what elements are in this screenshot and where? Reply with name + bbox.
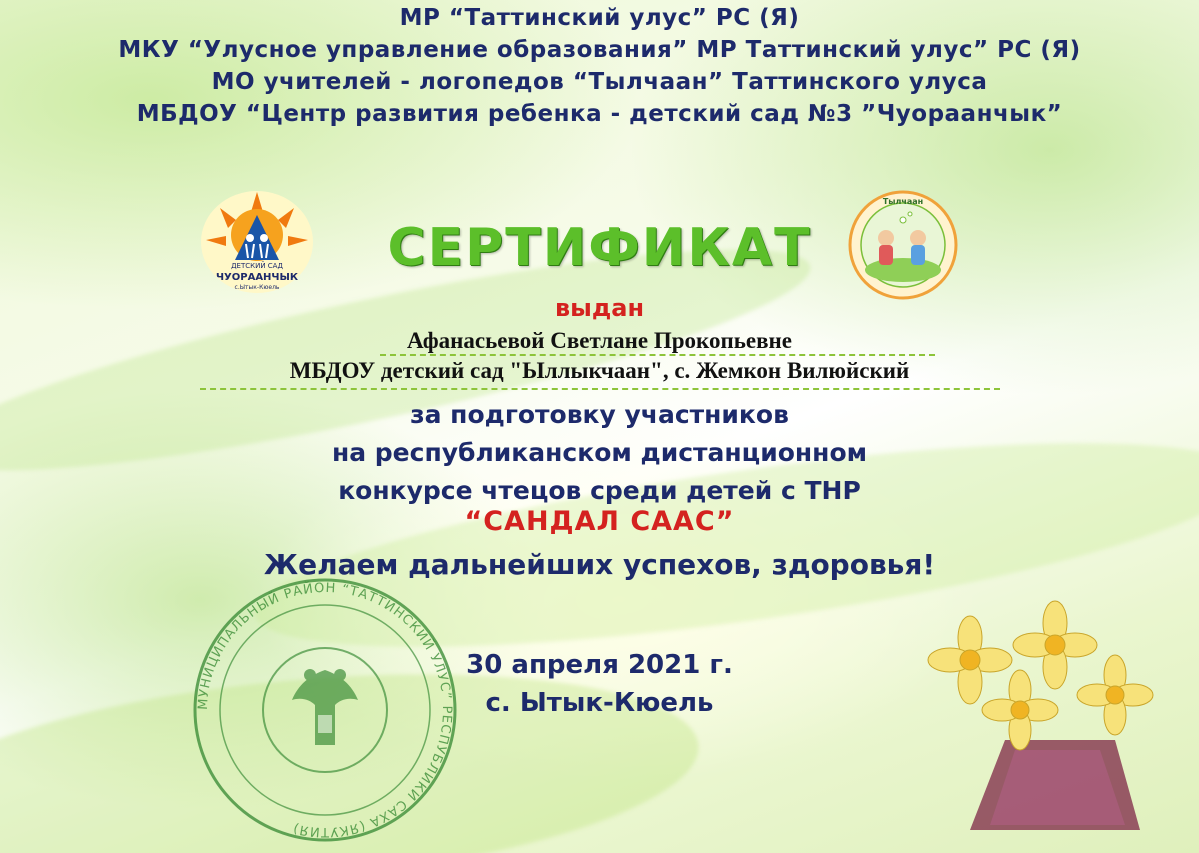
issued-label: выдан	[554, 294, 645, 322]
wish-text: Желаем дальнейших успехов, здоровья!	[263, 548, 936, 581]
reason-line-1: за подготовку участников	[410, 400, 789, 429]
logo-name: ЧУОРААНЧЫК	[215, 272, 299, 283]
reason-line-2: на республиканском дистанционном	[331, 438, 868, 467]
org-underline	[200, 388, 1000, 390]
daffodil-flowers-decoration	[910, 590, 1170, 840]
contest-name: “САНДАЛ СААС”	[464, 506, 735, 537]
logo-caption: ДЕТСКИЙ САД	[231, 262, 283, 270]
header-line-3: МО учителей - логопедов “Тылчаан” Таттинского улуса	[211, 69, 988, 95]
header	[0, 2, 1199, 130]
header-line-1: МР “Таттинский улус” РС (Я)	[399, 5, 800, 31]
logo-sub: с.Ытык-Кюель	[234, 284, 280, 291]
name-underline	[380, 354, 935, 356]
certificate-title: СЕРТИФИКАТ	[387, 218, 812, 278]
issue-place: с. Ытык-Кюель	[485, 688, 714, 718]
header-line-2: МКУ “Улусное управление образования” МР Таттинский улус” РС (Я)	[118, 37, 1081, 63]
recipient-block	[0, 326, 1199, 386]
header-line-4: МБДОУ “Центр развития ребенка - детский сад №3 ”Чуораанчык”	[136, 101, 1063, 127]
recipient-organization: МБДОУ детский сад "Ыллыкчаан", с. Жемкон Вилюйский	[289, 358, 910, 383]
seal-outer-text: МУНИЦИПАЛЬНЫЙ РАЙОН “ТАТТИНСКИЙ УЛУС” РЕСПУБЛИКИ САХА (ЯКУТИЯ)	[195, 580, 455, 840]
reason-text	[0, 396, 1199, 510]
issue-date: 30 апреля 2021 г.	[466, 650, 733, 680]
coat-of-arms-icon	[292, 669, 358, 745]
recipient-name: Афанасьевой Светлане Прокопьевне	[407, 328, 792, 353]
official-seal	[180, 575, 470, 845]
reason-line-3: конкурсе чтецов среди детей с ТНР	[338, 476, 861, 505]
logo-name: Тылчаан	[882, 197, 924, 206]
